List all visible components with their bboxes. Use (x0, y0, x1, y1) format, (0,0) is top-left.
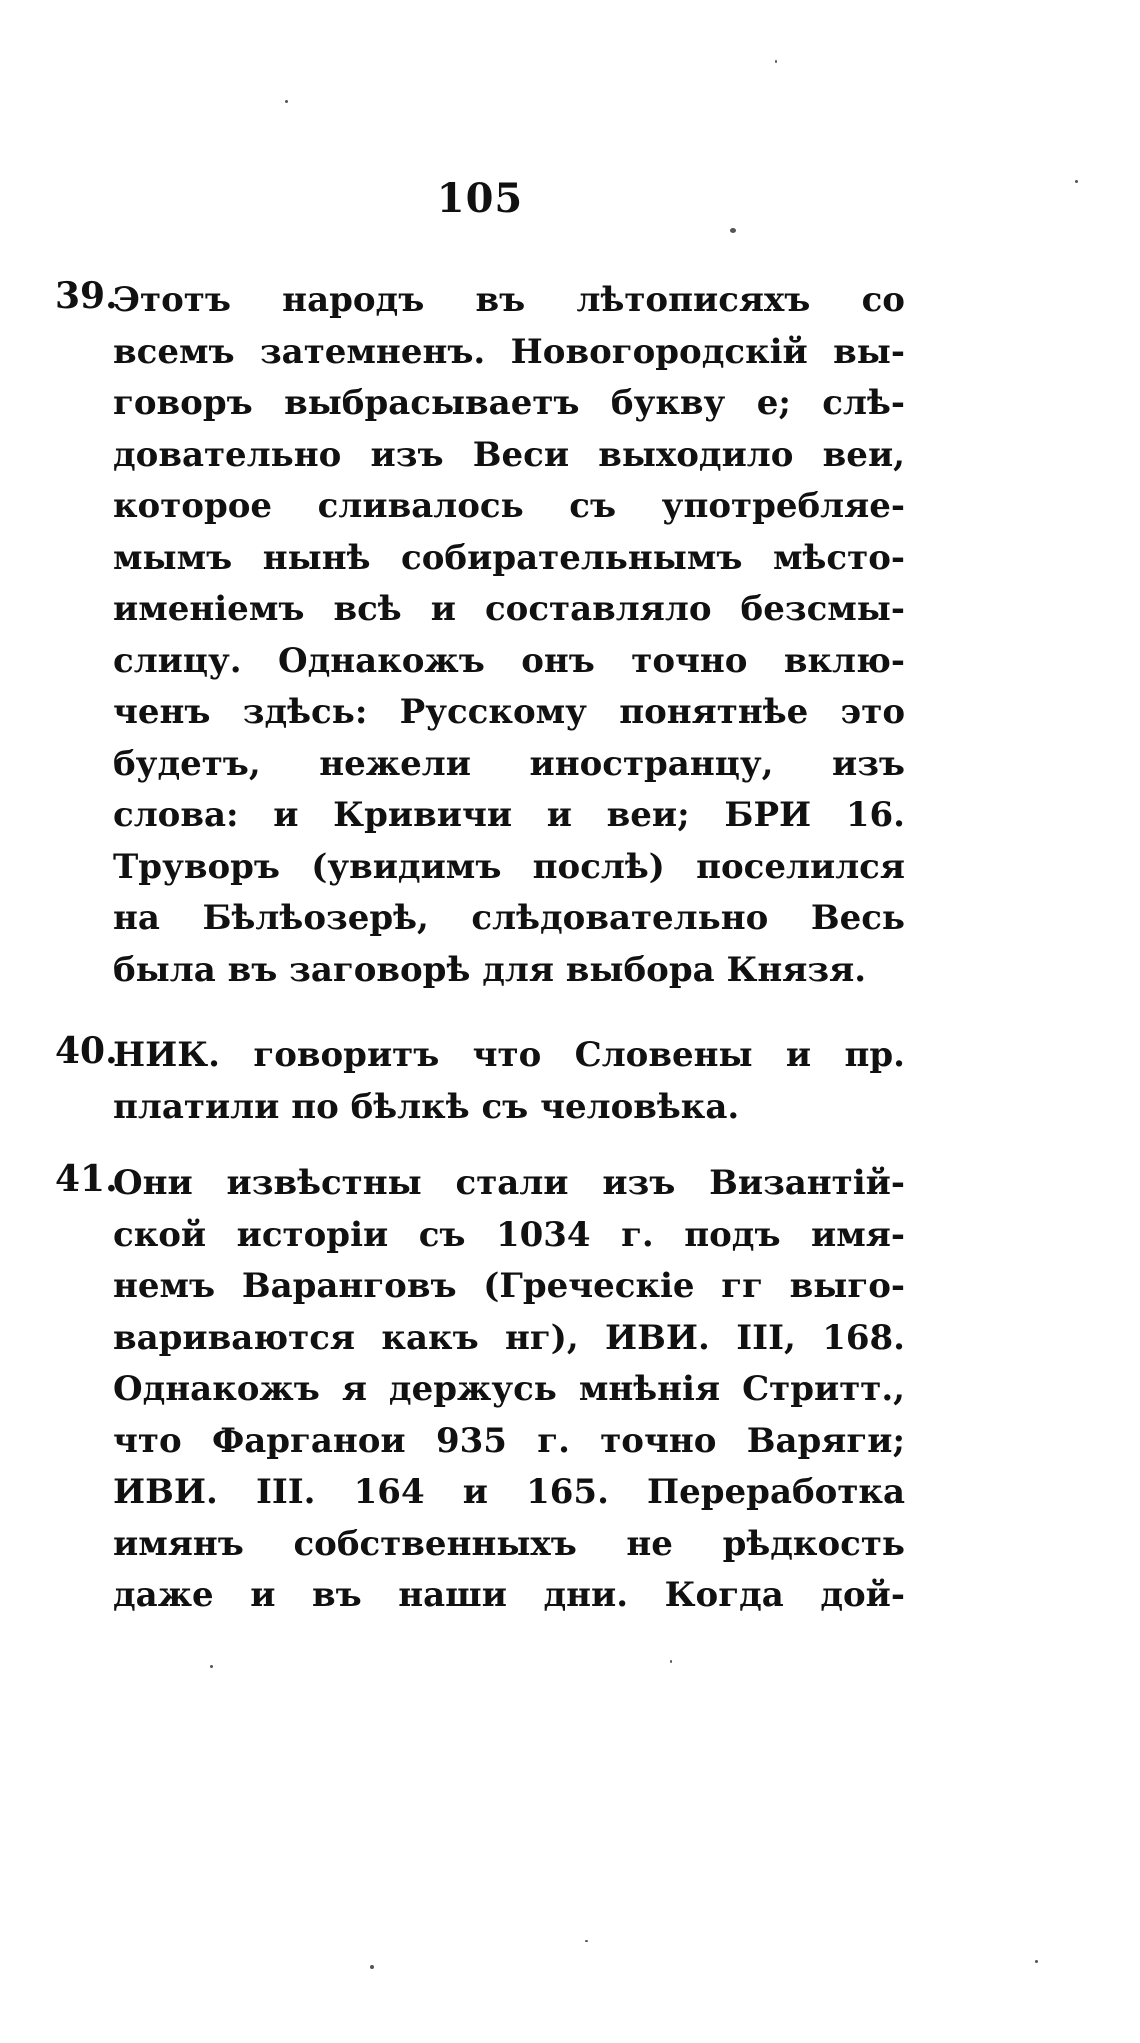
text-line: довательно изъ Веси выходило веи, (113, 434, 905, 475)
scan-speck (210, 1665, 213, 1668)
text-line: немъ Варанговъ (Греческіе гг выго- (113, 1266, 905, 1306)
scan-speck (775, 60, 777, 63)
footnote-text (113, 275, 905, 996)
text-line: была въ заговорѣ для выбора Князя. (113, 949, 867, 990)
footnote-text (113, 1158, 905, 1622)
text-line: слицу. Однакожъ онъ точно вклю- (113, 640, 905, 681)
text-line: вариваются какъ нг), ИВИ. III, 168. (113, 1317, 905, 1358)
text-line: именіемъ всѣ и составляло безсмы- (113, 589, 905, 629)
text-line: всемъ затемненъ. Новогородскій вы- (113, 331, 905, 372)
text-line: на Бѣлѣозерѣ, слѣдовательно Весь (113, 898, 905, 938)
text-line: Труворъ (увидимъ послѣ) поселился (113, 846, 905, 887)
footnote-40 (55, 1030, 905, 1133)
text-line: даже и въ наши дни. Когда дой- (113, 1575, 905, 1615)
footnote-number: 39. (55, 275, 118, 317)
text-line: мымъ нынѣ собирательнымъ мѣсто- (113, 537, 905, 578)
footnote-39 (55, 275, 905, 996)
page-number: 105 (436, 175, 524, 222)
text-line: будетъ, нежели иностранцу, изъ (113, 743, 905, 784)
scan-speck (585, 1940, 588, 1942)
text-line: что Фарганои 935 г. точно Варяги; (113, 1420, 905, 1461)
text-line: говоръ выбрасываетъ букву е; слѣ- (113, 383, 905, 423)
text-line: ской исторіи съ 1034 г. подъ имя- (113, 1214, 905, 1255)
footnote-41 (55, 1158, 905, 1622)
scan-speck (285, 100, 288, 103)
text-line: которое сливалось съ употребляе- (113, 486, 905, 526)
footnote-number: 40. (55, 1030, 118, 1072)
text-line: ченъ здѣсь: Русскому понятнѣе это (113, 692, 905, 732)
scan-speck (370, 1965, 374, 1969)
text-line: НИК. говоритъ что Словены и пр. (113, 1035, 905, 1075)
text-line: имянъ собственныхъ не рѣдкость (113, 1523, 905, 1564)
text-line: Однакожъ я держусь мнѣнія Стритт., (113, 1369, 905, 1409)
text-line: слова: и Кривичи и веи; БРИ 16. (113, 795, 905, 835)
text-line: Этотъ народъ въ лѣтописяхъ со (113, 280, 905, 320)
text-line: Они извѣстны стали изъ Византій- (113, 1163, 905, 1203)
text-line: ИВИ. III. 164 и 165. Переработка (113, 1472, 905, 1512)
footnote-number: 41. (55, 1158, 118, 1200)
text-line: платили по бѣлкѣ съ человѣка. (113, 1086, 740, 1127)
scan-speck (670, 1660, 672, 1663)
scan-speck (1075, 180, 1078, 183)
scan-speck (730, 228, 736, 233)
scan-speck (1035, 1960, 1038, 1963)
footnote-text (113, 1030, 905, 1133)
